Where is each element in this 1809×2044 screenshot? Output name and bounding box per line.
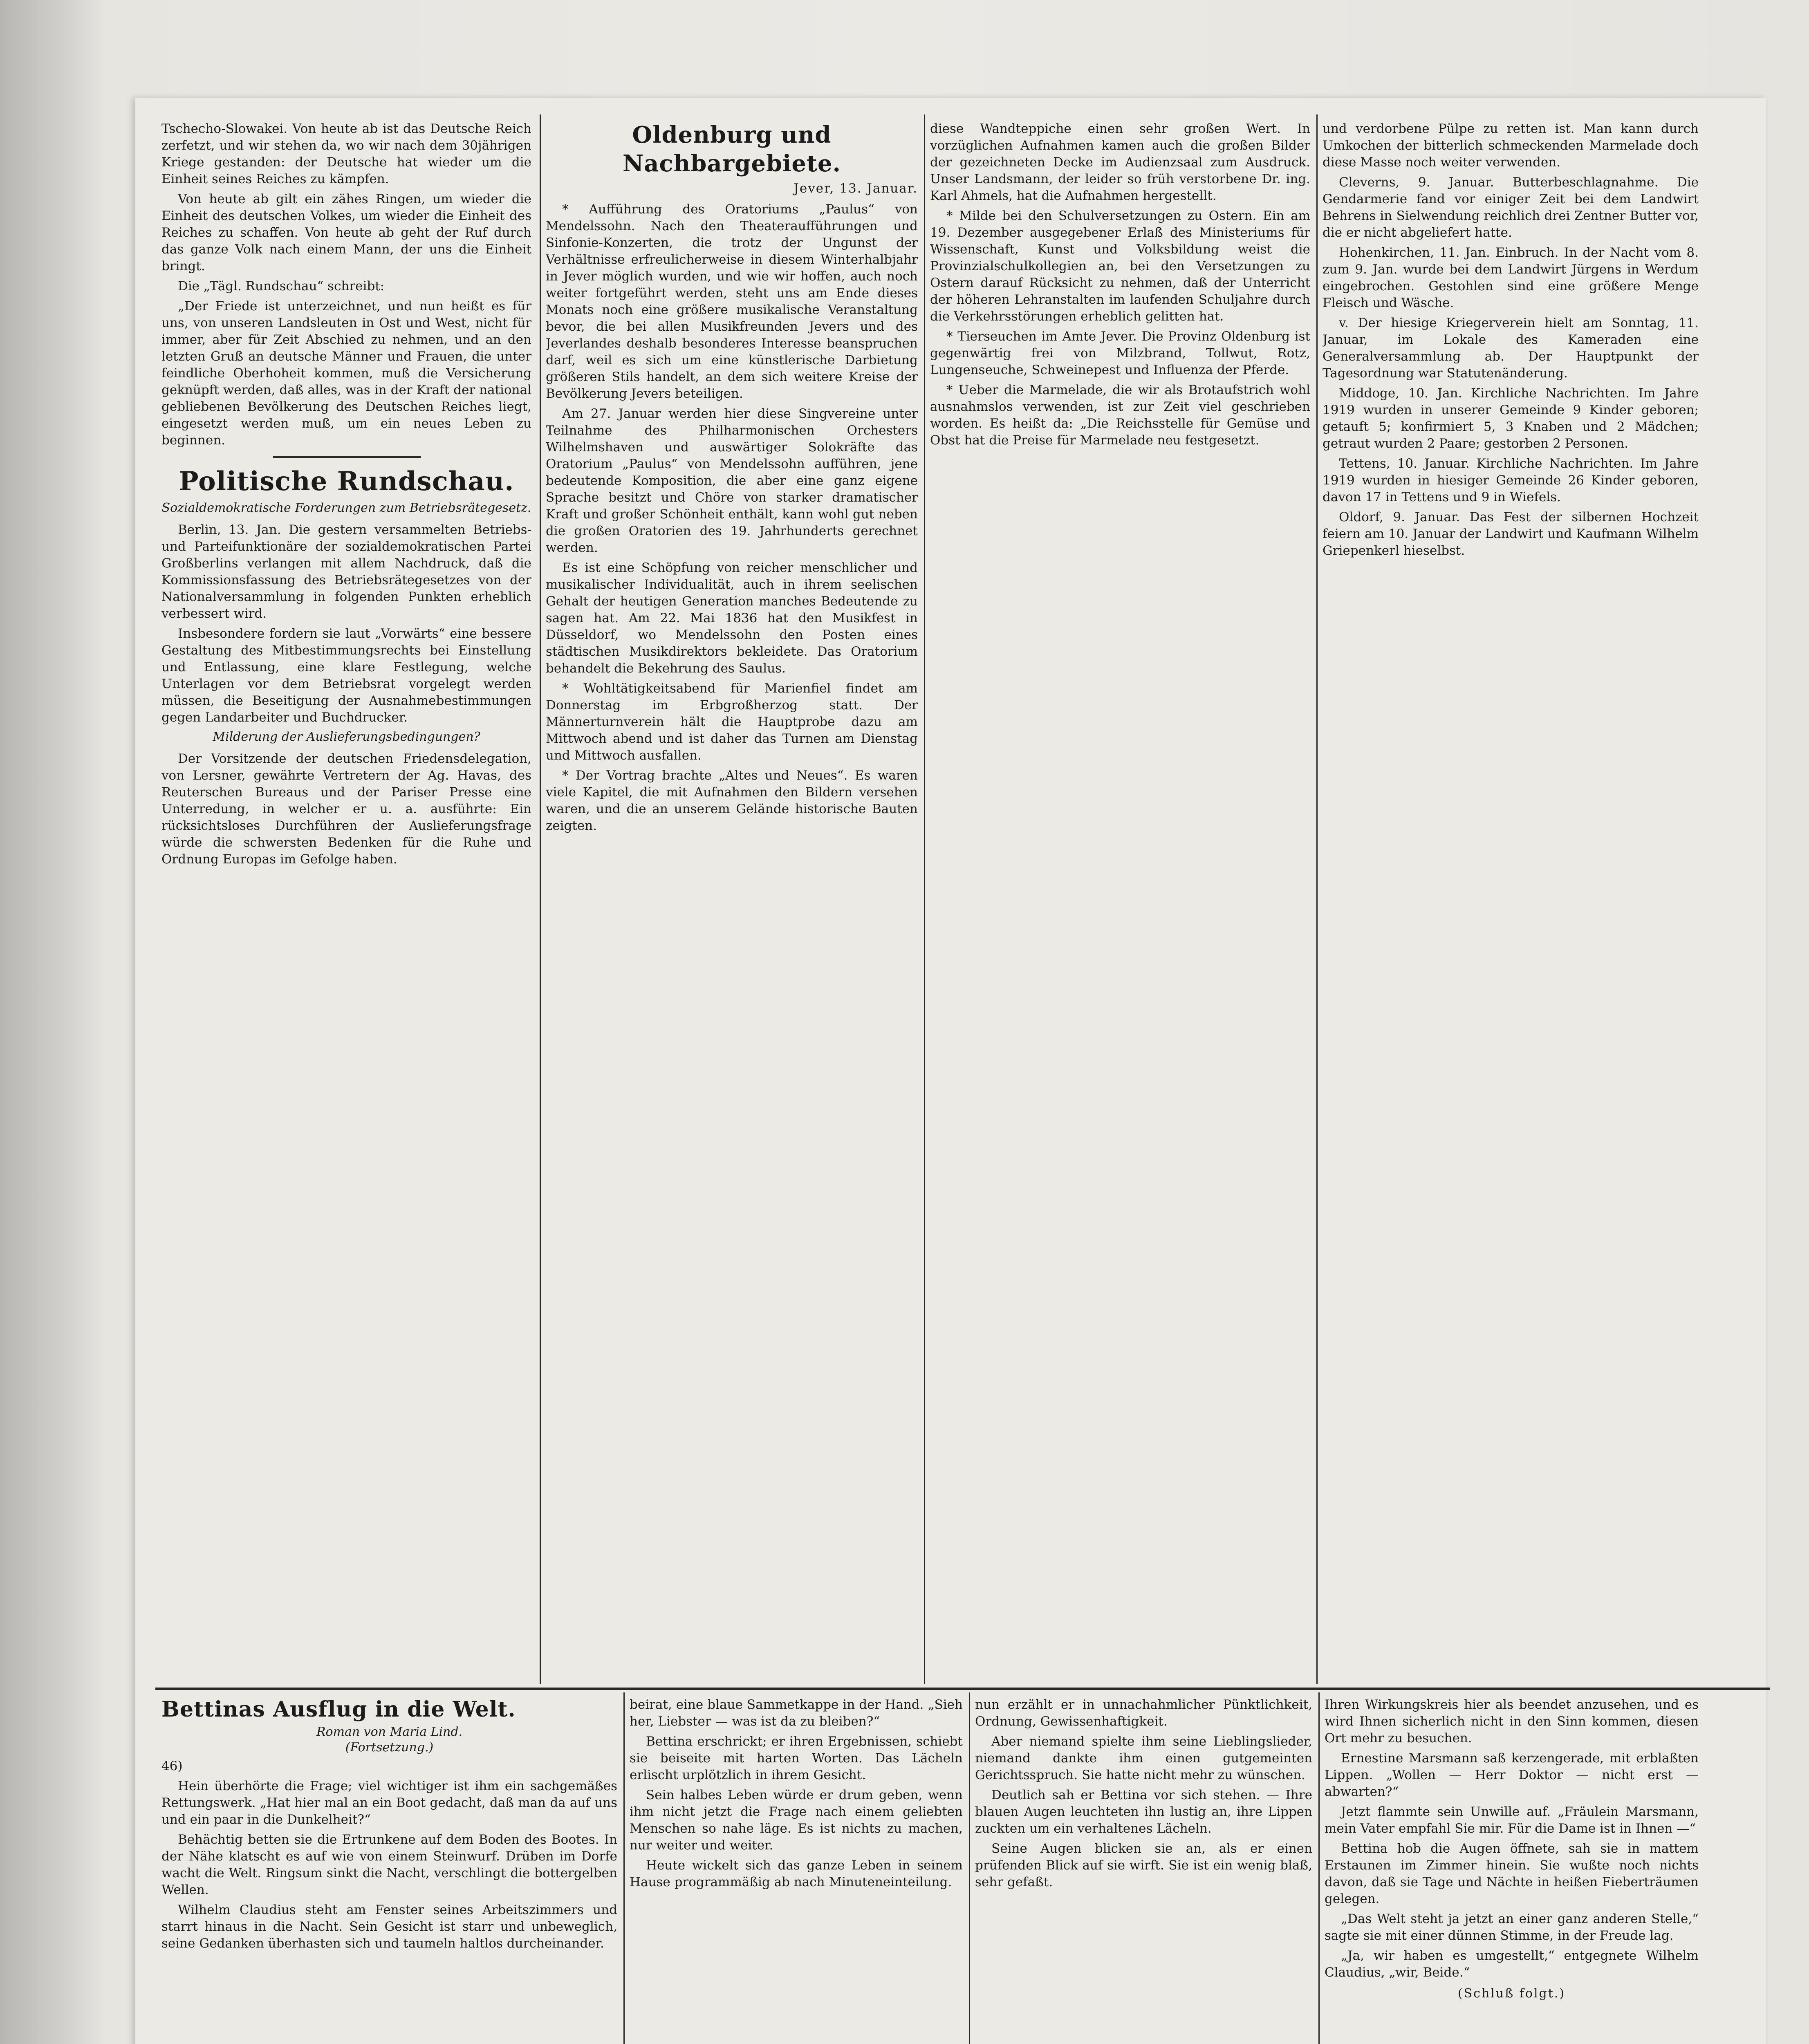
column-feuilleton-3 <box>975 1697 1312 2044</box>
article-paragraph: Es ist eine Schöpfung von reicher menschlicher und musikalischer Individualität, auch in ihrem seelischen Gehalt der heutigen Generation manches Bedeutende zu sagen hat. Am 22. Mai 1836 hat den Musikfest in Düsseldorf, wo Mendelssohn den Posten eines städtischen Musikdirektors bekleidete. Das Oratorium behandelt die Bekehrung des Saulus. <box>546 560 918 676</box>
novel-paragraph: „Ja, wir haben es umgestellt,“ entgegnete Wilhelm Claudius, „wir, Beide.“ <box>1325 1948 1699 1980</box>
column-rule <box>924 114 925 1684</box>
novel-paragraph: Seine Augen blicken sie an, als er einen prüfenden Blick auf sie wirft. Sie ist ein wenig blaß, sehr gefaßt. <box>975 1841 1312 1889</box>
novel-paragraph: Sein halbes Leben würde er drum geben, wenn ihm nicht jetzt die Frage nach einem geliebten Menschen so nahe läge. Es ist nichts zu machen, nur weiter und weiter. <box>630 1788 963 1853</box>
article-paragraph: * Der Vortrag brachte „Altes und Neues“. Es waren viele Kapitel, die mit Aufnahmen den Bildern versehen waren, und die an unserem Gelände historische Bauten zeigten. <box>546 768 918 833</box>
article-paragraph: Die „Tägl. Rundschau“ schreibt: <box>178 279 385 294</box>
article-paragraph: „Der Friede ist unterzeichnet, und nun heißt es für uns, von unseren Landsleuten in Ost und West, nicht für immer, aber für Zeit Abschied zu nehmen, und an den letzten Gruß an deutsche Männer und Frauen, die unter feindliche Oberhoheit kommen, muß die Versicherung geknüpft werden, daß alles, was in der Kraft der national gebliebenen Bevölkerung des Deutschen Reiches liegt, eingesetzt werden muß, um ein neues Leben zu beginnen. <box>161 299 531 448</box>
headline-oldenburg: Oldenburg und Nachbargebiete. <box>622 121 841 177</box>
novel-paragraph: nun erzählt er in unnachahmlicher Pünktlichkeit, Ordnung, Gewissenhaftigkeit. <box>975 1697 1312 1729</box>
article-paragraph: Tettens, 10. Januar. Kirchliche Nachrichten. Im Jahre 1919 wurden in hiesiger Gemeinde 26 Kinder geboren, davon 17 in Tettens und 9 in Wiefels. <box>1323 456 1699 504</box>
novel-paragraph: Ernestine Marsmann saß kerzengerade, mit erblaßten Lippen. „Wollen — Herr Doktor — nicht erst — abwarten?“ <box>1325 1751 1699 1799</box>
column-oldenburg <box>546 121 918 1682</box>
column-local-news <box>1323 121 1699 1682</box>
novel-paragraph: Bettina erschrickt; er ihren Ergebnissen, schiebt sie beiseite mit harten Worten. Das Lächeln erlischt urplötzlich in ihrem Gesicht. <box>630 1734 963 1782</box>
novel-paragraph: Behächtig betten sie die Ertrunkene auf dem Boden des Bootes. In der Nähe klatscht es auf wie von einem Steinwurf. Drüben im Dorfe wacht die Welt. Ringsum sinkt die Nacht, verschlingt die bottergelben Wellen. <box>161 1832 617 1897</box>
article-paragraph: * Tierseuchen im Amte Jever. Die Provinz Oldenburg ist gegenwärtig frei von Milzbrand, Tollwut, Rotz, Lungenseuche, Schweinepest und Influenza der Pferde. <box>930 329 1310 377</box>
column-feuilleton-2 <box>630 1697 963 2044</box>
article-paragraph: diese Wandteppiche einen sehr großen Wert. In vorzüglichen Aufnahmen kamen auch die großen Bilder der gezeichneten Decke im Audienzsaal zum Ausdruck. Unser Landsmann, der leider so früh verstorbene Dr. ing. Karl Ahmels, hat die Aufnahmen hergestellt. <box>930 121 1310 203</box>
column-rule <box>969 1692 970 2044</box>
column-rule <box>1318 1692 1320 2044</box>
to-be-continued: (Schluß folgt.) <box>1457 1986 1566 2001</box>
novel-paragraph: Heute wickelt sich das ganze Leben in seinem Hause programmäßig ab nach Minuteneinteilung. <box>630 1858 963 1889</box>
article-separator <box>273 456 421 458</box>
column-feuilleton-4 <box>1325 1697 1699 2044</box>
section-divider <box>155 1688 1770 1690</box>
novel-paragraph: Deutlich sah er Bettina vor sich stehen. — Ihre blauen Augen leuchteten ihn lustig an, ihre Lippen zuckten um ein verhaltenes Lächeln. <box>975 1788 1312 1836</box>
novel-paragraph: Hein überhörte die Frage; viel wichtiger ist ihm ein sachgemäßes Rettungswerk. „Hat hier mal an ein Boot gedacht, daß man da auf uns und ein paar in die Dunkelheit?“ <box>161 1779 617 1827</box>
article-paragraph: * Ueber die Marmelade, die wir als Brotaufstrich wohl ausnahmslos verwenden, ist zur Zeit viel geschrieben worden. Es heißt da: „Die Reichsstelle für Gemüse und Obst hat die Preise für Marmelade neu festgesetzt. <box>930 383 1310 448</box>
article-paragraph: Hohenkirchen, 11. Jan. Einbruch. In der Nacht vom 8. zum 9. Jan. wurde bei dem Landwirt Jürgens in Werdum eingebrochen. Gestohlen sind eine größere Menge Fleisch und Wäsche. <box>1323 245 1699 310</box>
novel-continuation: (Fortsetzung.) <box>345 1740 434 1755</box>
subheadline: Sozialdemokratische Forderungen zum Betriebsrätegesetz. <box>161 501 531 515</box>
novel-paragraph: „Das Welt steht ja jetzt an einer ganz anderen Stelle,“ sagte sie mit einer dünnen Stimme, in der Freude lag. <box>1325 1912 1699 1943</box>
article-paragraph: Cleverns, 9. Januar. Butterbeschlagnahme. Die Gendarmerie fand vor einiger Zeit bei dem Landwirt Behrens in Sielwendung reichlich drei Zentner Butter vor, die er nicht abgeliefert hatte. <box>1323 175 1699 240</box>
article-paragraph: * Wohltätigkeitsabend für Marienfiel findet am Donnerstag im Erbgroßherzog statt. Der Männerturnverein hält die Hauptprobe dazu am Mittwoch abend und ist daher das Turnen am Dienstag und Mittwoch ausfallen. <box>546 681 918 763</box>
article-paragraph: Insbesondere fordern sie laut „Vorwärts“ eine bessere Gestaltung des Mitbestimmungsrechts bei Einstellung und Entlassung, eine klare Festlegung, welche Unterlagen vor dem Betriebsrat vorgelegt werden müssen, die Beseitigung der Ausnahmebestimmungen gegen Landarbeiter und Buchdrucker. <box>161 626 531 725</box>
subheadline: Milderung der Auslieferungsbedingungen? <box>213 730 480 744</box>
article-paragraph: * Milde bei den Schulversetzungen zu Ostern. Ein am 19. Dezember ausgegebener Erlaß des Ministeriums für Wissenschaft, Kunst und Volksbildung weist die Provinzialschulkollegien an, bei den Versetzungen zu Ostern darauf Rücksicht zu nehmen, daß der Unterricht der höheren Lehranstalten im laufenden Schuljahre durch die Verkehrsstörungen erheblich gelitten hat. <box>930 208 1310 324</box>
article-paragraph: und verdorbene Pülpe zu retten ist. Man kann durch Umkochen der bitterlich schmeckenden Marmelade doch diese Masse noch weiter verwenden. <box>1323 121 1699 170</box>
article-paragraph: Oldorf, 9. Januar. Das Fest der silbernen Hochzeit feiern am 10. Januar der Landwirt und Kaufmann Wilhelm Griepenkerl hieselbst. <box>1323 510 1699 558</box>
column-left <box>161 121 531 1682</box>
novel-paragraph: Aber niemand spielte ihm seine Lieblingslieder, niemand dankte ihm einen gutgemeinten Gerichtsspruch. Sie hatte nicht mehr zu wünschen. <box>975 1734 1312 1782</box>
article-paragraph: * Aufführung des Oratoriums „Paulus“ von Mendelssohn. Nach den Theateraufführungen und Sinfonie-Konzerten, die trotz der Ungunst der Verhältnisse erfreulicherweise in diesem Winterhalbjahr in Jever möglich wurden, und wie wir hoffen, auch noch weiter fortgeführt werden, steht uns am Ende dieses Monats noch eine größere musikalische Veranstaltung bevor, die bei allen Musikfreunden Jevers und des Jeverlandes deshalb besonderes Interesse beanspruchen darf, weil es sich um eine künstlerische Darbietung größeren Stils handelt, an dem sich weitere Kreise der Bevölkerung Jevers beteiligen. <box>546 202 918 401</box>
novel-author: Roman von Maria Lind. <box>316 1725 463 1739</box>
article-paragraph: Am 27. Januar werden hier diese Singvereine unter Teilnahme des Philharmonischen Orchesters Wilhelmshaven und auswärtiger Solokräfte das Oratorium „Paulus“ von Mendelssohn aufführen, jene bedeutende Komposition, die aber eine ganz eigene Sprache besitzt und Chöre von starker dramatischer Kraft und großer Schönheit enthält, kann wohl gut neben die großen Oratorien des 19. Jahrhunderts gerechnet werden. <box>546 406 918 555</box>
article-paragraph: Berlin, 13. Jan. Die gestern versammelten Betriebs- und Parteifunktionäre der sozialdemokratischen Partei Großberlins verlangen mit allem Nachdruck, daß die Kommissionsfassung des Betriebsrätegesetzes von der Nationalversammlung in folgenden Punkten erheblich verbessert wird. <box>161 522 531 621</box>
headline-politische-rundschau: Politische Rundschau. <box>179 466 514 497</box>
article-paragraph: v. Der hiesige Kriegerverein hielt am Sonntag, 11. Januar, im Lokale des Kameraden eine Generalversammlung ab. Der Hauptpunkt der Tagesordnung war Statutenänderung. <box>1323 316 1699 381</box>
article-paragraph: Von heute ab gilt ein zähes Ringen, um wieder die Einheit des deutschen Volkes, um wieder die Einheit des Reiches zu schaffen. Von heute ab geht der Ruf durch das ganze Volk nach einem Mann, der uns die Einheit bringt. <box>161 192 531 273</box>
novel-paragraph: beirat, eine blaue Sammetkappe in der Hand. „Sieh her, Liebster — was ist da zu bleiben?“ <box>630 1697 963 1729</box>
novel-paragraph: Bettina hob die Augen öffnete, sah sie in mattem Erstaunen im Zimmer hinein. Sie wußte noch nichts davon, daß sie Tage und Nächte in heißen Fieberträumen gelegen. <box>1325 1841 1699 1906</box>
novel-paragraph: Ihren Wirkungskreis hier als beendet anzusehen, und es wird Ihnen sicherlich nicht in den Sinn kommen, diesen Ort mehr zu besuchen. <box>1325 1697 1699 1746</box>
column-rule <box>623 1692 625 2044</box>
article-paragraph: Middoge, 10. Jan. Kirchliche Nachrichten. Im Jahre 1919 wurden in unserer Gemeinde 9 Kinder geboren; getauft 5; konfirmiert 5, 3 Knaben und 2 Mädchen; getraut wurden 2 Paare; gestorben 2 Personen. <box>1323 386 1699 451</box>
article-paragraph: Tschecho-Slowakei. Von heute ab ist das Deutsche Reich zerfetzt, und wir stehen da, wo wir nach dem 30jährigen Kriege gestanden: der Deutsche hat wieder um die Einheit seines Reiches zu kämpfen. <box>161 121 531 186</box>
column-feuilleton-1 <box>161 1697 617 2044</box>
column-rule <box>540 114 541 1684</box>
headline-bettina: Bettinas Ausflug in die Welt. <box>161 1697 516 1722</box>
article-paragraph: Der Vorsitzende der deutschen Friedensdelegation, von Lersner, gewährte Vertretern der Ag. Havas, des Reuterschen Bureaus und der Pariser Presse eine Unterredung, in welcher er u. a. ausführte: Ein rücksichtsloses Durchführen der Auslieferungsfrage würde die schwersten Bedenken für die Ruhe und Ordnung Europas im Gefolge haben. <box>161 751 531 867</box>
column-oldenburg-continued <box>930 121 1310 1682</box>
installment-number: 46) <box>161 1759 183 1773</box>
novel-paragraph: Wilhelm Claudius steht am Fenster seines Arbeitszimmers und starrt hinaus in die Nacht. Sein Gesicht ist starr und unbeweglich, seine Gedanken überhasten sich und taumeln haltlos durcheinander. <box>161 1903 617 1951</box>
column-rule <box>1316 114 1318 1684</box>
dateline: Jever, 13. Januar. <box>794 181 918 196</box>
novel-paragraph: Jetzt flammte sein Unwille auf. „Fräulein Marsmann, mein Vater empfahl Sie mir. Für die Dame ist in Ihnen —“ <box>1325 1804 1699 1836</box>
